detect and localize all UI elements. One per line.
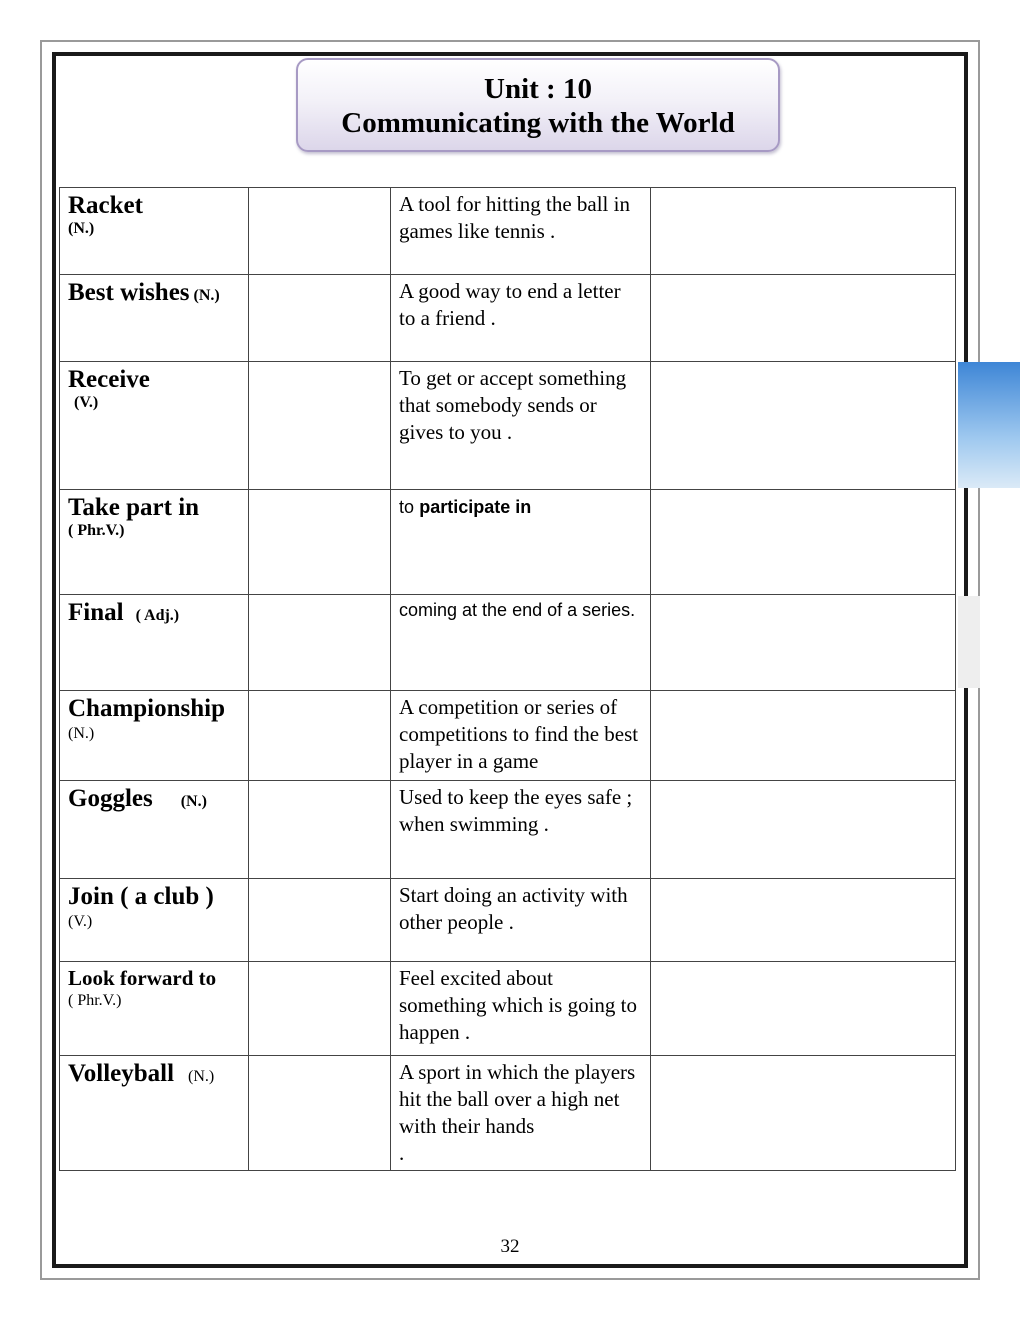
definition: coming at the end of a series. bbox=[399, 600, 636, 620]
vocabulary-table bbox=[59, 187, 956, 1171]
part-of-speech: (N.) bbox=[180, 793, 207, 810]
definition: A tool for hitting the ball in games like tennis . bbox=[391, 188, 651, 275]
part-of-speech: (V.) bbox=[68, 913, 93, 930]
definition: Feel excited about something which is going to happen . bbox=[391, 962, 651, 1056]
part-of-speech: ( Adj.) bbox=[135, 607, 180, 624]
blank-cell bbox=[249, 188, 391, 275]
definition: A good way to end a letter to a friend . bbox=[391, 275, 651, 362]
vocab-word: Take part in bbox=[68, 494, 200, 521]
table-row bbox=[60, 781, 956, 879]
definition-prefix: to bbox=[399, 497, 415, 517]
vocab-word: Championship bbox=[68, 695, 226, 722]
vocab-word: Final bbox=[68, 599, 124, 626]
table-row bbox=[60, 490, 956, 595]
blank-cell bbox=[249, 275, 391, 362]
blank-cell bbox=[249, 781, 391, 879]
vocab-word: Receive bbox=[68, 366, 150, 393]
definition-bold: participate in bbox=[419, 497, 532, 517]
definition: A sport in which the players hit the ball over a high net with their hands bbox=[399, 1060, 636, 1138]
part-of-speech: (V.) bbox=[74, 394, 99, 411]
vocab-word: Volleyball bbox=[68, 1060, 175, 1087]
table-row bbox=[60, 188, 956, 275]
part-of-speech: ( Phr.V.) bbox=[68, 522, 125, 539]
definition: To get or accept something that somebody sends or gives to you . bbox=[391, 362, 651, 490]
image-overflow-sky bbox=[958, 362, 1020, 488]
page-number: 32 bbox=[500, 1236, 520, 1257]
table-row bbox=[60, 1056, 956, 1171]
table-row bbox=[60, 362, 956, 490]
part-of-speech: (N.) bbox=[193, 287, 220, 304]
part-of-speech: ( Phr.V.) bbox=[68, 992, 122, 1009]
blank-cell bbox=[249, 362, 391, 490]
table-row bbox=[60, 879, 956, 962]
unit-title-box bbox=[296, 58, 780, 152]
vocab-word: Best wishes bbox=[68, 279, 190, 306]
blank-cell bbox=[249, 490, 391, 595]
vocab-word: Goggles bbox=[68, 785, 153, 812]
blank-cell bbox=[249, 691, 391, 781]
unit-title: Communicating with the World bbox=[341, 107, 735, 139]
image-overflow-edge bbox=[958, 596, 980, 688]
definition: A competition or series of competitions to find the best player in a game bbox=[391, 691, 651, 781]
vocab-word: Join ( a club ) bbox=[68, 883, 214, 910]
blank-cell bbox=[249, 962, 391, 1056]
vocab-word: Look forward to bbox=[68, 966, 217, 990]
vocab-word: Racket bbox=[68, 192, 143, 219]
table-row: Look forward to ( Phr.V.) Feel excited about something which is going to happen . We look forward to seeing you soon! bbox=[60, 962, 956, 1056]
table-row bbox=[60, 595, 956, 691]
definition-tail: . bbox=[399, 1141, 405, 1165]
blank-cell bbox=[249, 879, 391, 962]
definition: Used to keep the eyes safe ; when swimming . bbox=[391, 781, 651, 879]
part-of-speech: (N.) bbox=[68, 725, 95, 742]
definition: Start doing an activity with other people . bbox=[391, 879, 651, 962]
blank-cell bbox=[249, 1056, 391, 1171]
part-of-speech: (N.) bbox=[188, 1068, 215, 1085]
unit-number: Unit : 10 bbox=[484, 73, 592, 105]
table-row: Championship (N.) A competition or series of competitions to find the best player in a game ACC WRESTLING CHAMPIONSHIP bbox=[60, 691, 956, 781]
table-row: Best wishes (N.) A good way to end a letter to a friend . best wishes for NEW YEAR FancyGreetings.com bbox=[60, 275, 956, 362]
blank-cell bbox=[249, 595, 391, 691]
part-of-speech: (N.) bbox=[68, 220, 95, 237]
